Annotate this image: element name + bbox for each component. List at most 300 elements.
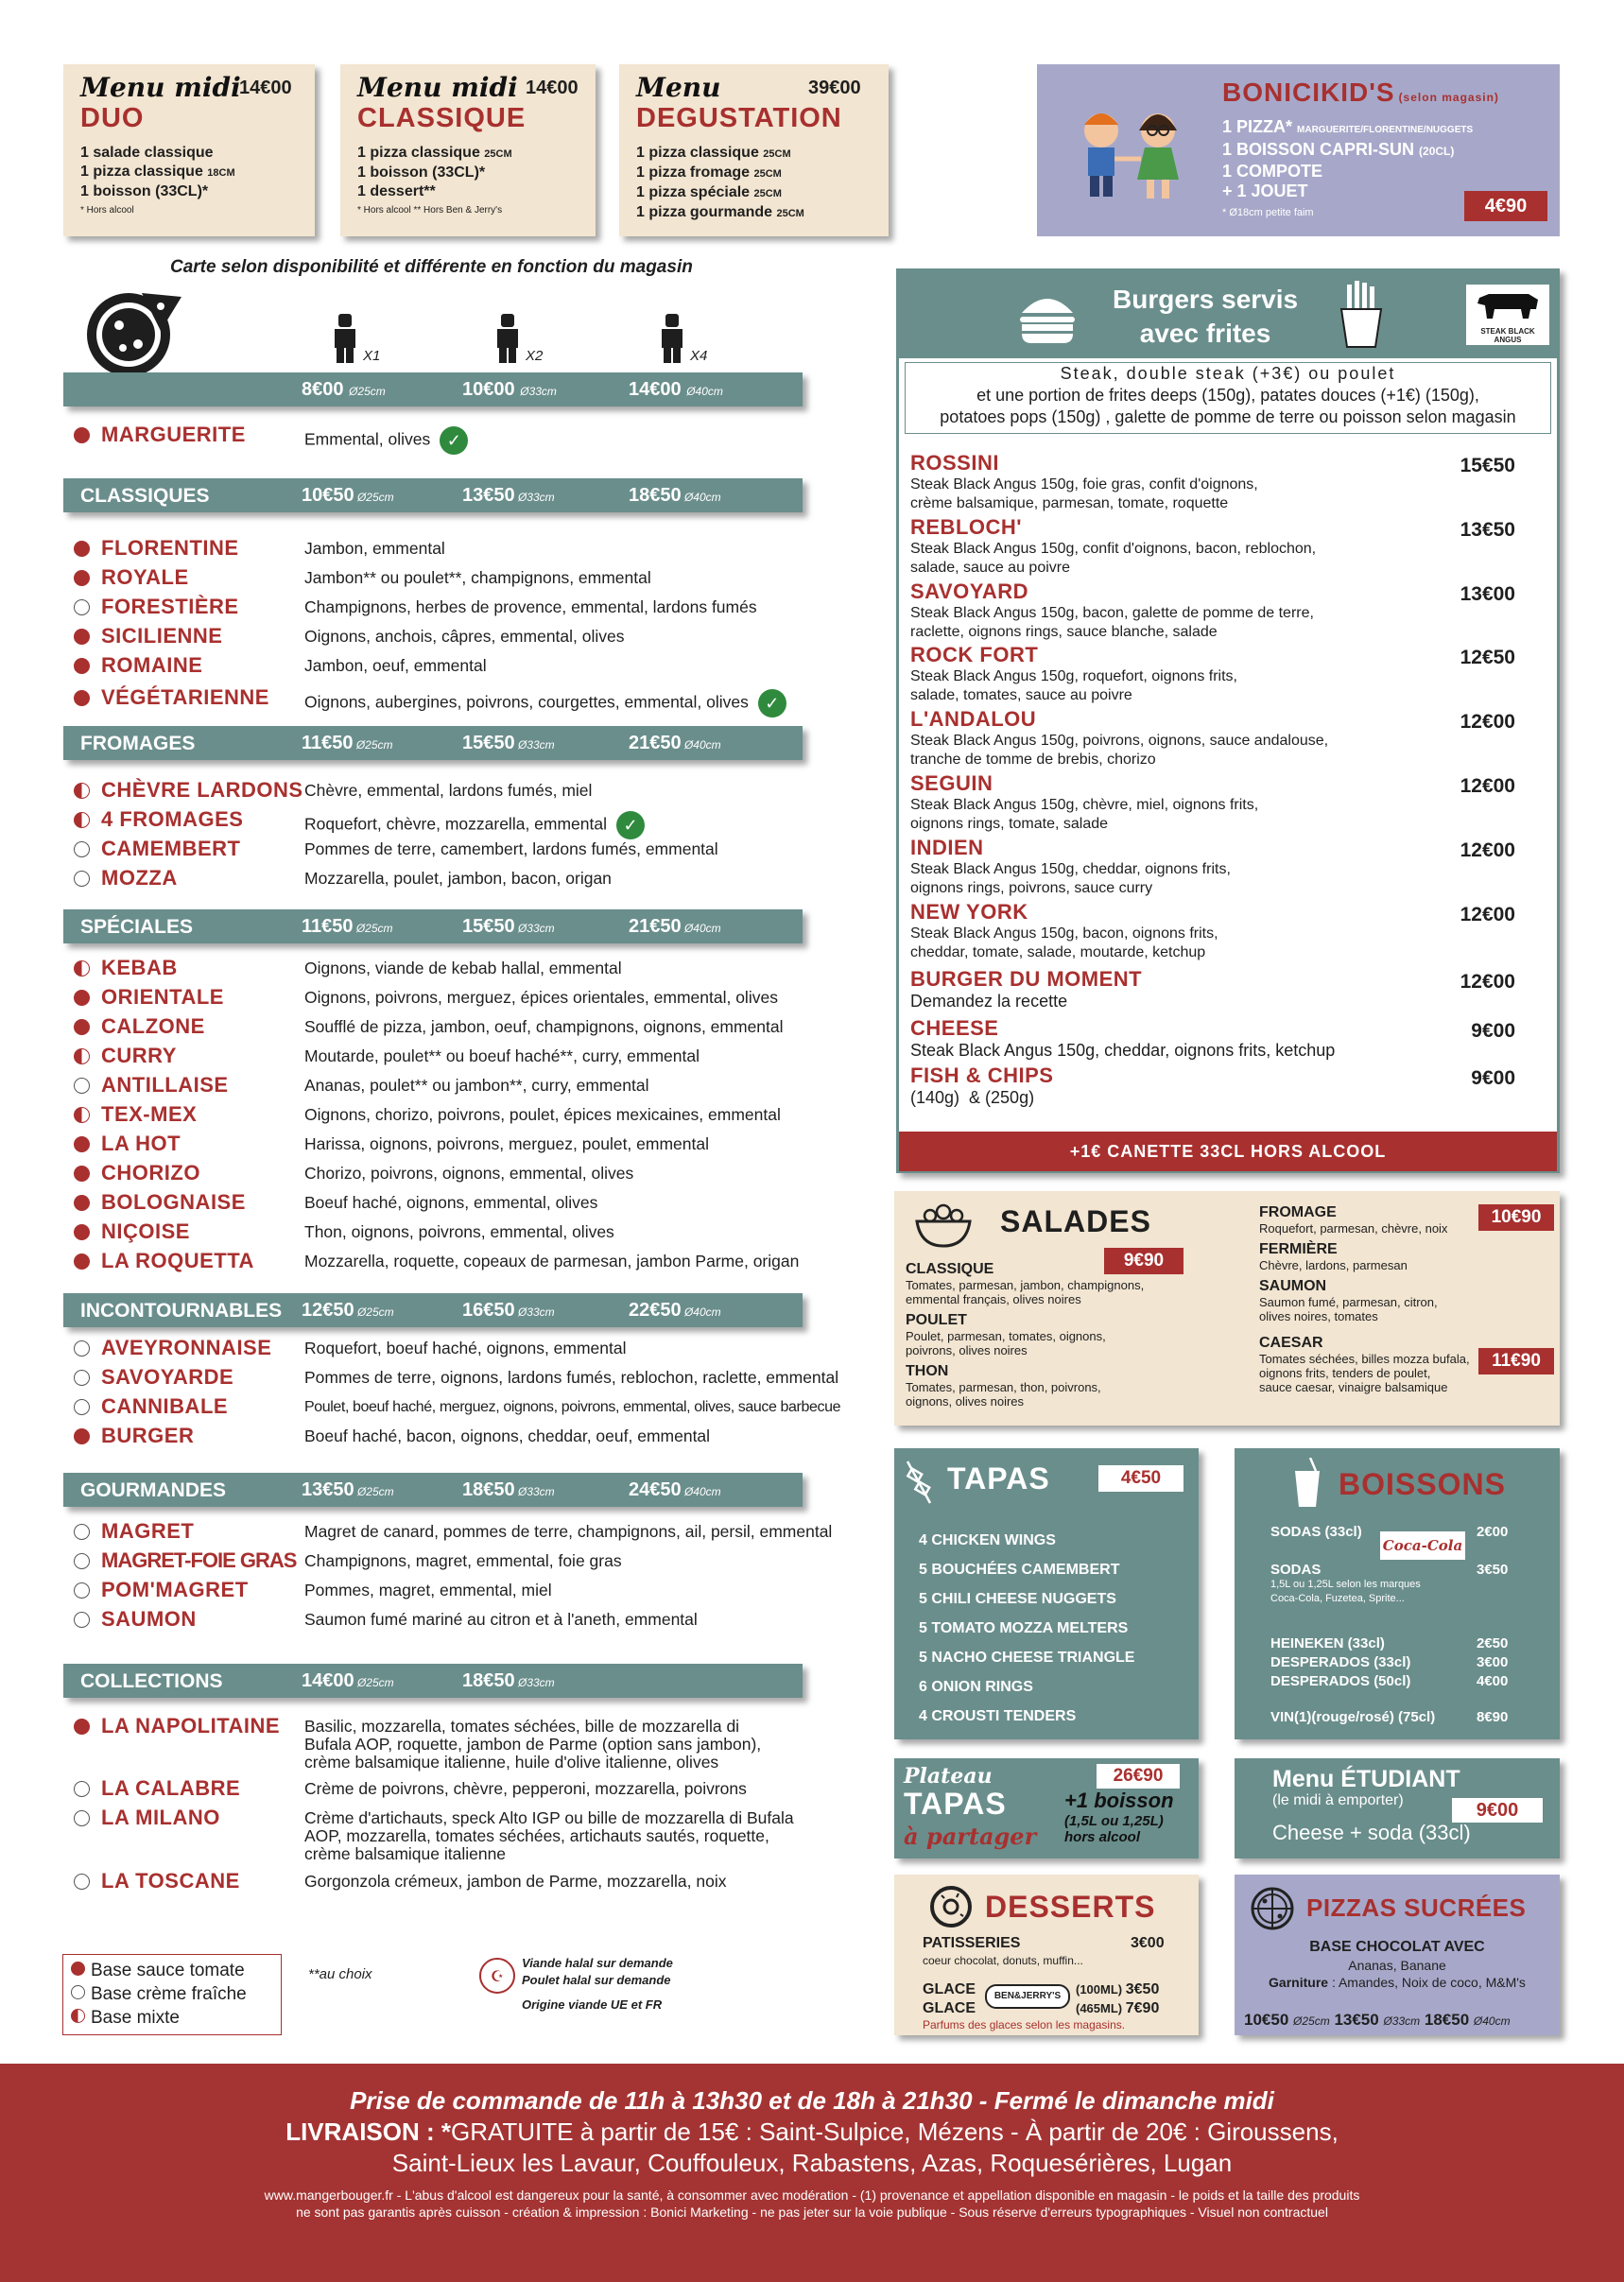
base-tomate-dot: [74, 1224, 90, 1240]
boisson-row: [1270, 1673, 1526, 1689]
burger-name: CHEESE: [910, 1016, 999, 1040]
base-tomate-dot: [71, 1962, 85, 1976]
price: 21€50: [629, 916, 682, 937]
burger-desc: Steak Black Angus 150g, foie gras, confit d'oignons, crème balsamique, parmesan, tomate, roquette: [910, 476, 1258, 511]
au-choix-note: **au choix: [308, 1966, 372, 1982]
boisson-price: 8€90: [1477, 1709, 1509, 1725]
pizza-name: MAGRET: [101, 1519, 195, 1543]
menu-degustation: [619, 64, 889, 236]
burgers-intro-2: et une portion de frites deeps (150g), patates douces (+1€) (150g),: [976, 386, 1479, 405]
kids-title: BONICIKID'S: [1222, 78, 1395, 107]
boisson-price: 2€50: [1477, 1635, 1509, 1651]
pizza-name: FLORENTINE: [101, 536, 239, 560]
salade-desc: Chèvre, lardons, parmesan: [1259, 1258, 1408, 1272]
price: 18€50: [462, 1479, 515, 1500]
burger-desc: Steak Black Angus 150g, bacon, galette de pomme de terre, raclette, oignons rings, sauce blanche, salade: [910, 605, 1314, 640]
burger-desc: Demandez la recette: [910, 992, 1068, 1011]
section-title: CLASSIQUES: [80, 485, 210, 507]
boisson-row: [1270, 1524, 1526, 1540]
burger-price: 15€50: [1460, 455, 1515, 476]
glace-label: GLACE: [923, 2000, 976, 2016]
halal-note-2: Poulet halal sur demande: [522, 1973, 671, 1987]
price: 14€00: [302, 1670, 354, 1691]
pizza-desc-text: Boeuf haché, oignons, emmental, olives: [304, 1193, 598, 1212]
pizza-desc: [304, 1718, 761, 1772]
pizza-icon: [83, 285, 189, 378]
burger-name: REBLOCH': [910, 515, 1023, 539]
halal-icon: [478, 1957, 516, 1995]
salade-desc: Saumon fumé, parmesan, citron, olives noires, tomates: [1259, 1295, 1438, 1323]
pizza-name: CHÈVRE LARDONS: [101, 778, 303, 802]
salade-name: FROMAGE: [1259, 1204, 1337, 1220]
boisson-price: 4€00: [1477, 1673, 1509, 1689]
price: 13€50: [1334, 2011, 1379, 2029]
patisseries-price: 3€00: [1131, 1935, 1165, 1951]
pizza-desc-text: Mozzarella, roquette, copeaux de parmesan, jambon Parme, origan: [304, 1252, 800, 1271]
burger-desc: Steak Black Angus 150g, roquefort, oignons frits, salade, tomates, sauce au poivre: [910, 668, 1237, 703]
menu-duo-price: 14€00: [239, 78, 292, 98]
legend-mixte: Base mixte: [91, 2008, 180, 2028]
pizza-desc-text: Thon, oignons, poivrons, emmental, olives: [304, 1222, 614, 1241]
pizza-item: [74, 1547, 296, 1574]
boissons-title: BOISSONS: [1339, 1467, 1506, 1501]
black-angus-label: STEAK BLACK ANGUS: [1480, 327, 1535, 344]
pizza-name: ROMAINE: [101, 653, 203, 677]
pizza-name: LA MILANO: [101, 1806, 220, 1829]
base-tomate-dot: [74, 1719, 90, 1735]
burger-name: SAVOYARD: [910, 579, 1029, 603]
salade-desc: Tomates séchées, billes mozza bufala, oignons frits, tenders de poulet, sauce caesar, vinaigre balsamique: [1259, 1352, 1470, 1394]
pizza-desc: [304, 1398, 840, 1416]
price: 18€50: [462, 1670, 515, 1691]
price: 16€50: [462, 1300, 515, 1321]
kids-price: 4€90: [1464, 191, 1547, 221]
burger-item: [910, 515, 1553, 578]
tapas-price: 4€50: [1098, 1465, 1183, 1492]
kids-pizza-note: MARGUERITE/FLORENTINE/NUGGETS: [1297, 125, 1474, 135]
pizza-item: [74, 1131, 181, 1157]
kids-note: * Ø18cm petite faim: [1222, 207, 1314, 218]
size-x4: X4: [690, 348, 708, 364]
base-tomate-dot: [74, 990, 90, 1006]
sucrees-garniture-label: Garniture: [1269, 1975, 1329, 1990]
dim: Ø40cm: [681, 491, 721, 504]
burger-price: 12€00: [1460, 904, 1515, 925]
boisson-row: [1270, 1654, 1526, 1670]
pizza-name: CANNIBALE: [101, 1394, 229, 1418]
pizza-item: [74, 422, 246, 448]
patisseries-label: PATISSERIES: [923, 1935, 1021, 1951]
pizza-item: [74, 777, 303, 804]
salade-name: CLASSIQUE: [906, 1261, 994, 1277]
boisson-name: DESPERADOS (33cl): [1270, 1654, 1411, 1670]
ben-jerrys-logo: [985, 1984, 1070, 2009]
pizza-desc-text: Crème d'artichauts, speck Alto IGP ou bille de mozzarella di Bufala AOP, mozzarella, tomates séchées, artichauts sautés, roquette, crème balsamique italienne: [304, 1808, 794, 1863]
kids-menu: [1037, 64, 1560, 236]
base-tomate-dot: [74, 658, 90, 674]
burger-price: 13€00: [1460, 583, 1515, 605]
section-title: FROMAGES: [80, 733, 196, 754]
dim: Ø33cm: [514, 1676, 555, 1689]
drink-cup-icon: [1291, 1458, 1323, 1509]
salade-item: [906, 1363, 1218, 1409]
donut-icon: [928, 1884, 974, 1929]
section-title: INCONTOURNABLES: [80, 1300, 283, 1322]
pizza-item: [74, 1160, 200, 1186]
pizza-item: [74, 1043, 177, 1069]
menu-line: 1 pizza fromage: [636, 164, 751, 181]
salade-name: POULET: [906, 1312, 967, 1328]
pizza-desc-text: Jambon, oeuf, emmental: [304, 656, 487, 675]
burgers-header: [899, 271, 1557, 358]
pizza-desc-text: Moutarde, poulet** ou boeuf haché**, curry, emmental: [304, 1046, 700, 1065]
base-tomate-dot: [74, 570, 90, 586]
burger-name: BURGER DU MOMENT: [910, 967, 1143, 991]
etudiant-price: 9€00: [1452, 1798, 1543, 1823]
base-tomate-dot: [74, 1019, 90, 1035]
menu-line: 1 boisson (33CL)*: [357, 164, 486, 181]
base-creme-dot: [74, 1399, 90, 1415]
salades-title: SALADES: [1000, 1204, 1151, 1238]
salade-item: [906, 1312, 1218, 1357]
salade-item: [906, 1261, 1218, 1306]
menu-note: * Hors alcool ** Hors Ben & Jerry's: [357, 205, 503, 216]
burger-name: ROCK FORT: [910, 643, 1039, 666]
dim: Ø25cm: [353, 922, 393, 935]
base-tomate-dot: [74, 1195, 90, 1211]
pizza-desc-text: Oignons, aubergines, poivrons, courgettes, emmental, olives: [304, 692, 749, 712]
sweet-pizza-icon: [1250, 1886, 1295, 1931]
dim: Ø25cm: [1293, 2014, 1330, 2028]
salade-desc: Roquefort, parmesan, chèvre, noix: [1259, 1221, 1448, 1236]
sucrees-garniture: : Amandes, Noix de coco, M&M's: [1328, 1975, 1526, 1990]
pizza-name: FORESTIÈRE: [101, 595, 239, 618]
section-header-1: [63, 726, 803, 760]
menu-line-size: 25CM: [776, 208, 804, 219]
pizza-desc: [304, 598, 757, 616]
boisson-price: 2€00: [1477, 1524, 1509, 1540]
boisson-row: [1270, 1562, 1526, 1606]
pizza-desc-text: Mozzarella, poulet, jambon, bacon, origan: [304, 869, 612, 888]
burger-item: [910, 1063, 1553, 1107]
salades-left: [906, 1261, 1218, 1414]
pizza-item: [74, 1518, 194, 1545]
coca-cola-label: Coca-Cola: [1382, 1537, 1463, 1554]
tapas-title: TAPAS: [947, 1461, 1050, 1495]
burger-item: [910, 1016, 1553, 1060]
glace-label: GLACE: [923, 1981, 976, 1997]
burger-name: L'ANDALOU: [910, 707, 1037, 731]
burger-price: 9€00: [1471, 1067, 1515, 1089]
menu-line-size: 25CM: [753, 188, 782, 199]
salade-desc: Tomates, parmesan, thon, poivrons, oignons, olives noires: [906, 1380, 1101, 1409]
base-tomate-dot: [74, 1136, 90, 1152]
pizza-desc-text: Basilic, mozzarella, tomates séchées, bille de mozzarella di Bufala AOP, roquette, jambon de Parme (option sans jambon), crème balsamique italienne, huile d'olive italienne, olives: [304, 1717, 762, 1772]
menu-degustation-price: 39€00: [808, 78, 861, 98]
pizza-desc-text: Soufflé de pizza, jambon, oeuf, champignons, oignons, emmental: [304, 1017, 784, 1036]
pizza-desc: [304, 1223, 614, 1241]
menu-line: 1 salade classique: [80, 145, 214, 161]
price: 14€00: [629, 379, 682, 400]
pizza-desc-text: Chèvre, emmental, lardons fumés, miel: [304, 781, 593, 800]
pizza-desc: [304, 569, 651, 587]
desserts-title: DESSERTS: [985, 1890, 1156, 1924]
pizza-item: [74, 1577, 249, 1603]
section-header-2: [63, 909, 803, 943]
pizza-item: [74, 535, 239, 562]
tapas-item: 5 TOMATO MOZZA MELTERS: [919, 1620, 1129, 1636]
burger-price: 12€00: [1460, 775, 1515, 797]
tapas-item: 5 CHILI CHEESE NUGGETS: [919, 1591, 1116, 1607]
plateau-line-1: +1 boisson: [1064, 1789, 1174, 1812]
burger-price: 12€00: [1460, 971, 1515, 993]
footer-hours: Prise de commande de 11h à 13h30 et de 18h à 21h30 - Fermé le dimanche midi: [350, 2086, 1274, 2115]
pizza-desc: [304, 1611, 698, 1629]
dim: Ø25cm: [354, 1676, 394, 1689]
pizza-item: [74, 806, 243, 833]
boisson-sub: 1,5L ou 1,25L selon les marques Coca-Cola, Fuzetea, Sprite...: [1270, 1579, 1421, 1604]
pizza-name: CAMEMBERT: [101, 837, 241, 860]
pizza-desc-text: Roquefort, boeuf haché, oignons, emmental: [304, 1339, 627, 1357]
pizza-item: [74, 1423, 194, 1449]
menu-line: 1 pizza classique: [636, 145, 759, 161]
section-header-3: [63, 1293, 803, 1327]
base-mixte-dot: [74, 960, 90, 977]
footer-legal-1: www.mangerbouger.fr - L'abus d'alcool est dangereux pour la santé, à consommer avec modération - (1) provenance et appellation disponible en magasin - le poids et la taille des produits: [264, 2187, 1360, 2203]
price: 22€50: [629, 1300, 682, 1321]
base-mixte-dot: [74, 812, 90, 828]
section-title: GOURMANDES: [80, 1479, 227, 1501]
pizza-desc-text: Jambon** ou poulet**, champignons, emmental: [304, 568, 651, 587]
pizza-item: [74, 652, 202, 679]
section-price: [462, 1300, 555, 1322]
dim: Ø33cm: [514, 1485, 555, 1498]
dim: Ø40cm: [681, 1485, 721, 1498]
kids-line: + 1 JOUET: [1222, 182, 1308, 200]
menu-classique: [340, 64, 596, 236]
pizza-item: [74, 1713, 280, 1739]
pizza-desc: [304, 540, 445, 558]
burger-price: 12€00: [1460, 839, 1515, 861]
pizza-name: SICILIENNE: [101, 624, 223, 648]
skewer-icon: [902, 1460, 936, 1505]
burger-item: [910, 900, 1553, 962]
pizza-name: KEBAB: [101, 956, 178, 979]
menu-line-size: 25CM: [763, 148, 791, 160]
pizza-desc-text: Magret de canard, pommes de terre, champignons, ail, persil, emmental: [304, 1522, 833, 1541]
section-price: [629, 916, 721, 938]
kids-illustration: [1065, 102, 1198, 206]
dim: Ø25cm: [349, 385, 386, 398]
pizza-item: [74, 1868, 240, 1894]
pizza-item: [74, 564, 189, 591]
sucrees-base: BASE CHOCOLAT AVEC: [1309, 1939, 1485, 1955]
burger-price: 12€00: [1460, 711, 1515, 733]
footer-villes: Saint-Lieux les Lavaur, Couffouleux, Rabastens, Azas, Roquesérières, Lugan: [391, 2149, 1233, 2177]
base-legend: [62, 1954, 282, 2035]
pizza-desc-text: Saumon fumé mariné au citron et à l'aneth, emmental: [304, 1610, 698, 1629]
pizza-desc: [304, 840, 718, 858]
salades-right: [1259, 1204, 1486, 1394]
pizza-item: [74, 1364, 233, 1391]
pizza-item: [74, 984, 224, 1011]
pizza-desc: [304, 1582, 552, 1599]
footer-livraison: GRATUITE à partir de 15€ : Saint-Sulpice, Mézens - À partir de 20€ : Giroussens,: [450, 2118, 1339, 2146]
menu-line-size: 25CM: [753, 168, 782, 180]
burgers-intro-3: potatoes pops (150g) , galette de pomme de terre ou poisson selon magasin: [940, 407, 1516, 426]
pizza-desc: [304, 426, 468, 455]
pizza-desc: [304, 782, 592, 800]
section-price: [302, 1479, 394, 1501]
pizza-desc: [304, 1369, 838, 1387]
pizza-name: TEX-MEX: [101, 1102, 198, 1126]
pizza-name: VÉGÉTARIENNE: [101, 685, 269, 709]
pizza-desc: [304, 959, 622, 977]
section-price: [462, 1479, 555, 1501]
menu-degustation-name: DEGUSTATION: [636, 103, 842, 133]
menu-classique-script: Menu midi: [357, 72, 518, 103]
menu-note: * Hors alcool: [80, 205, 134, 216]
pizza-name: 4 FROMAGES: [101, 807, 244, 831]
pizza-name: MARGUERITE: [101, 423, 246, 446]
base-creme-dot: [74, 871, 90, 887]
boissons-box: [1235, 1448, 1560, 1739]
pizza-name: CHORIZO: [101, 1161, 200, 1184]
menu-classique-name: CLASSIQUE: [357, 103, 527, 133]
boisson-name: VIN(1)(rouge/rosé) (75cl): [1270, 1709, 1436, 1725]
marguerite-header: [63, 372, 803, 406]
base-mixte-dot: [74, 1107, 90, 1123]
price: 10€50: [1244, 2011, 1289, 2029]
pizza-desc: [304, 1340, 627, 1357]
etudiant-line: Cheese + soda (33cl): [1272, 1821, 1471, 1844]
base-tomate-dot: [74, 629, 90, 645]
pizza-desc: [304, 1135, 709, 1153]
burger-item: [910, 643, 1553, 705]
pizza-item: [74, 623, 222, 649]
section-price: [629, 1300, 721, 1322]
price: 8€00: [302, 379, 344, 400]
kids-subtitle: (selon magasin): [1398, 91, 1499, 104]
boisson-name: SODAS: [1270, 1562, 1322, 1578]
etudiant-title: Menu ÉTUDIANT: [1272, 1766, 1460, 1792]
vegetarian-icon: ✓: [440, 426, 468, 455]
salades-price-2: 10€90: [1478, 1204, 1554, 1231]
pizza-desc-text: Boeuf haché, bacon, oignons, cheddar, oeuf, emmental: [304, 1426, 711, 1445]
base-creme-dot: [74, 1582, 90, 1599]
menu-line-size: 25CM: [484, 148, 512, 160]
origine-note: Origine viande UE et FR: [522, 1997, 663, 2012]
pizza-desc-text: Roquefort, chèvre, mozzarella, emmental: [304, 814, 607, 834]
pizza-desc: [304, 689, 786, 717]
sucrees-fruits: Ananas, Banane: [1348, 1958, 1446, 1973]
menu-line: 1 pizza classique: [357, 145, 480, 161]
plateau-title: TAPAS: [904, 1787, 1007, 1821]
burgers-title-2: avec frites: [1139, 319, 1271, 348]
pizza-desc: [304, 1106, 781, 1124]
plateau-line-3: hors alcool: [1064, 1829, 1141, 1845]
section-price: [302, 733, 393, 754]
burgers-title-1: Burgers servis: [1113, 285, 1299, 314]
ben-jerrys-label: BEN&JERRY'S: [993, 1991, 1062, 2001]
dim: Ø25cm: [353, 738, 393, 752]
pizza-desc-text: Pommes, magret, emmental, miel: [304, 1581, 552, 1599]
pizza-desc: [304, 1552, 622, 1570]
burger-desc: Steak Black Angus 150g, bacon, oignons frits, cheddar, tomate, salade, moutarde, ketchup: [910, 925, 1218, 960]
section-price: [629, 485, 721, 507]
burgers-intro-1: Steak, double steak (+3€) ou poulet: [1060, 364, 1396, 383]
menu-etudiant-box: [1235, 1758, 1560, 1858]
pizza-item: [74, 1219, 190, 1245]
pizza-desc: [304, 1873, 726, 1891]
pizza-item: [74, 865, 178, 891]
dim: Ø25cm: [354, 1485, 394, 1498]
pizza-name: ORIENTALE: [101, 985, 224, 1009]
burger-item: [910, 707, 1553, 769]
base-creme-dot: [74, 1810, 90, 1826]
desserts-box: [894, 1875, 1199, 2035]
person-x1-icon: [331, 314, 359, 363]
menu-line-size: 18CM: [207, 167, 235, 179]
burger-item: [910, 579, 1553, 642]
base-creme-dot: [74, 1612, 90, 1628]
black-angus-badge: [1466, 285, 1549, 345]
pizza-name: SAVOYARDE: [101, 1365, 234, 1389]
pizza-desc-text: Oignons, anchois, câpres, emmental, olives: [304, 627, 625, 646]
pizza-desc-text: Poulet, boeuf haché, merguez, oignons, poivrons, emmental, olives, sauce barbecue: [304, 1399, 841, 1415]
base-creme-dot: [74, 841, 90, 857]
base-tomate-dot: [74, 1428, 90, 1444]
pizza-name: AVEYRONNAISE: [101, 1336, 272, 1359]
price: 18€50: [629, 485, 682, 506]
dim: Ø33cm: [514, 922, 555, 935]
pizza-desc: [304, 1427, 710, 1445]
price: 13€50: [302, 1479, 354, 1500]
pizza-desc-text: Champignons, magret, emmental, foie gras: [304, 1551, 622, 1570]
salade-name: FERMIÈRE: [1259, 1241, 1338, 1257]
tapas-box: [894, 1448, 1199, 1739]
patisseries-desc: coeur chocolat, donuts, muffin...: [923, 1954, 1083, 1967]
menu-duo-script: Menu midi: [80, 72, 241, 103]
dim: Ø33cm: [520, 385, 557, 398]
pizza-desc: [304, 1194, 597, 1212]
burger-desc: Steak Black Angus 150g, cheddar, oignons frits, oignons rings, poivrons, sauce curry: [910, 861, 1231, 896]
section-title: SPÉCIALES: [80, 916, 194, 938]
pizza-desc-text: Pommes de terre, camembert, lardons fumés, emmental: [304, 839, 718, 858]
base-mixte-dot: [74, 783, 90, 799]
pizza-item: [74, 1606, 197, 1633]
pizza-name: CURRY: [101, 1044, 177, 1067]
base-mixte-dot: [74, 1048, 90, 1064]
pizza-name: MAGRET-FOIE GRAS: [101, 1548, 297, 1572]
section-price: [462, 916, 555, 938]
glace-size: (100ML): [1076, 1982, 1123, 1997]
pizza-name: ROYALE: [101, 565, 189, 589]
burger-name: FISH & CHIPS: [910, 1063, 1054, 1087]
pizza-desc: [304, 1523, 832, 1541]
boisson-row: [1270, 1635, 1526, 1651]
menu-classique-price: 14€00: [526, 78, 579, 98]
pizza-item: [74, 836, 241, 862]
plateau-price: 26€90: [1097, 1764, 1180, 1789]
pizza-desc-text: Oignons, chorizo, poivrons, poulet, épices mexicaines, emmental: [304, 1105, 781, 1124]
burgers-panel: [896, 268, 1560, 1173]
boisson-price: 3€50: [1477, 1562, 1509, 1578]
base-tomate-dot: [74, 541, 90, 557]
section-price: [302, 1670, 394, 1692]
dim: Ø40cm: [686, 385, 723, 398]
menu-degustation-script: Menu: [636, 72, 721, 103]
